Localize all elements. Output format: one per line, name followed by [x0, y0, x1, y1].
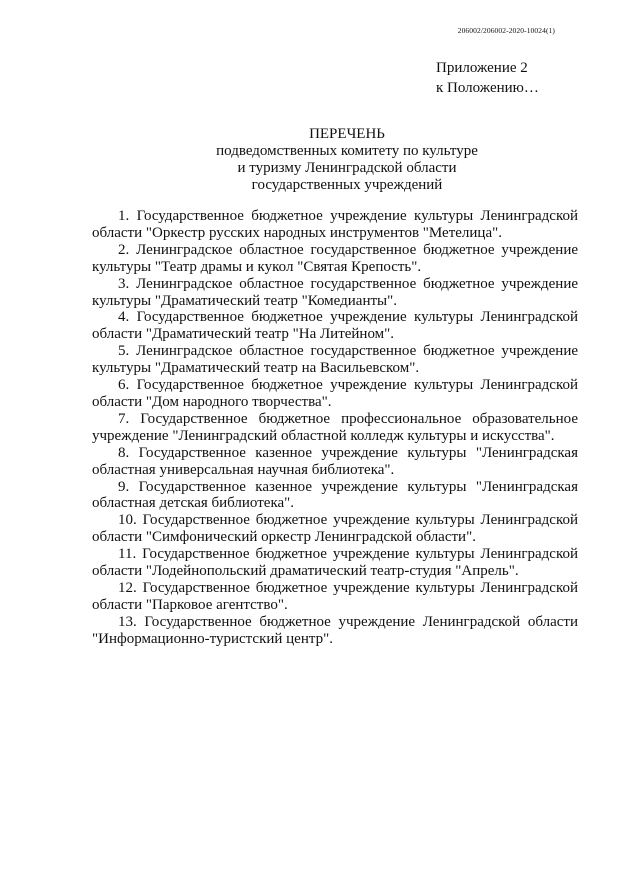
list-item: 11. Государственное бюджетное учреждение культуры Ленинградской области "Лодейнопольский драматический театр-студия "Апрель". [92, 546, 578, 580]
list-item: 7. Государственное бюджетное профессиональное образовательное учреждение "Ленинградский областной колледж культуры и искусства". [92, 410, 578, 444]
title-line-1: подведомственных комитету по культуре [216, 143, 478, 159]
annex-reference [436, 58, 539, 98]
document-id: 206002/206002-2020-10024(1) [457, 26, 555, 35]
list-item: 8. Государственное казенное учреждение культуры "Ленинградская областная универсальная научная библиотека". [92, 444, 578, 478]
title-line-3: государственных учреждений [251, 177, 443, 193]
list-item: 1. Государственное бюджетное учреждение культуры Ленинградской области "Оркестр русских народных инструментов "Метелица". [92, 208, 578, 241]
list-item: 13. Государственное бюджетное учреждение Ленинградской области "Информационно-туристский центр". [92, 613, 578, 647]
list-item: 9. Государственное казенное учреждение культуры "Ленинградская областная детская библиотека". [92, 478, 578, 512]
list-item: 6. Государственное бюджетное учреждение культуры Ленинградской области "Дом народного творчества". [92, 377, 578, 410]
list-item: 5. Ленинградское областное государственное бюджетное учреждение культуры "Драматический театр на Васильевском". [92, 343, 578, 377]
list-item: 2. Ленинградское областное государственное бюджетное учреждение культуры "Театр драмы и кукол "Святая Крепость". [92, 241, 578, 275]
list-item: 10. Государственное бюджетное учреждение культуры Ленинградской области "Симфонический оркестр Ленинградской области". [92, 512, 578, 546]
document-title [0, 126, 640, 194]
title-heading: ПЕРЕЧЕНЬ [309, 126, 385, 142]
annex-line-2: к Положению… [436, 80, 539, 96]
annex-line-1: Приложение 2 [436, 60, 528, 76]
list-item: 3. Ленинградское областное государственное бюджетное учреждение культуры "Драматический театр "Комедианты". [92, 275, 578, 309]
institutions-list [92, 208, 578, 648]
list-item: 4. Государственное бюджетное учреждение культуры Ленинградской области "Драматический театр "На Литейном". [92, 309, 578, 343]
list-item: 12. Государственное бюджетное учреждение культуры Ленинградской области "Парковое агентство". [92, 579, 578, 613]
title-line-2: и туризму Ленинградской области [237, 160, 457, 176]
